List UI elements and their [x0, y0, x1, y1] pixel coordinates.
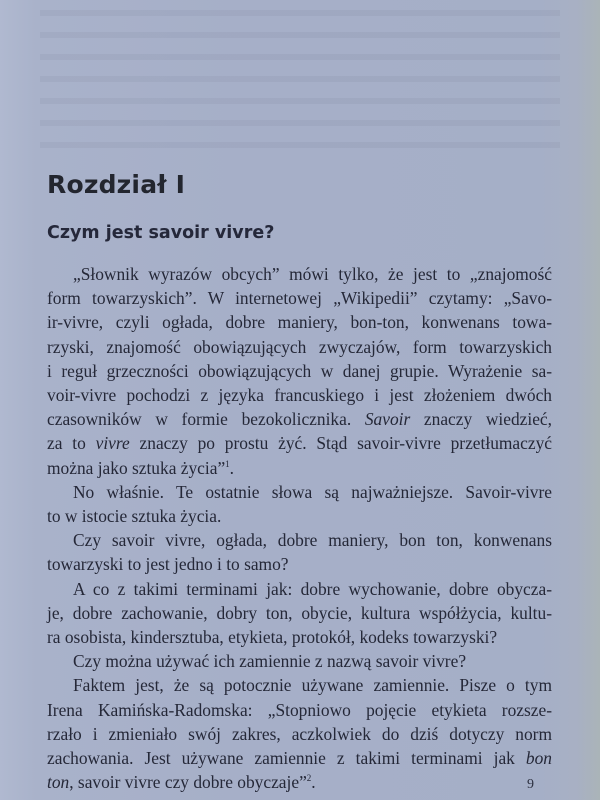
- text-line: Faktem jest, że są potocznie używane zamiennie. Pisze o tym: [73, 675, 552, 696]
- page-number: 9: [527, 777, 534, 792]
- text-line: rzało i zmieniało swój zakres, aczkolwiek do dziś dotyczy norm: [47, 723, 552, 744]
- text-line: towarzyski to jest jedno i to samo?: [47, 554, 289, 575]
- text-line: A co z takimi terminami jak: dobre wychowanie, dobre obycza-: [73, 578, 552, 599]
- section-title: Czym jest savoir vivre?: [47, 223, 275, 243]
- text-line: „Słownik wyrazów obcych” mówi tylko, że jest to „znajomość: [73, 264, 552, 284]
- text-line: ton, savoir vivre czy dobre obyczaje”$^2$.: [47, 772, 316, 793]
- text-line: rzyski, znajomość obowiązujących zwyczajów, form towarzyskich: [47, 336, 552, 357]
- show-through-text: [40, 10, 560, 150]
- text-line: zachowania. Jest używane zamiennie z takimi terminami jak bon: [47, 748, 552, 769]
- text-line: voir-vivre pochodzi z języka francuskiego i jest złożeniem dwóch: [47, 385, 552, 406]
- text-line: Czy savoir vivre, ogłada, dobre maniery, bon ton, konwenans: [73, 530, 552, 551]
- text-line: ir-vivre, czyli ogłada, dobre maniery, bon-ton, konwenans towa-: [47, 312, 552, 333]
- text-line: Irena Kamińska-Radomska: „Stopniowo pojęcie etykieta rozsze-: [47, 699, 552, 720]
- body-text: [47, 262, 552, 794]
- text-line: i reguł grzeczności obowiązujących w danej grupie. Wyrażenie sa-: [47, 360, 552, 381]
- chapter-title: Rozdział I: [47, 170, 186, 199]
- text-line: ra osobista, kindersztuba, etykieta, protokół, kodeks towarzyski?: [47, 627, 498, 648]
- text-line: czasowników w formie bezokolicznika. Savoir znaczy wiedzieć,: [47, 409, 552, 430]
- text-line: Czy można używać ich zamiennie z nazwą savoir vivre?: [73, 651, 467, 672]
- footnote-marker: 1: [225, 458, 230, 469]
- text-line: to w istocie sztuka życia.: [47, 506, 222, 527]
- text-line: można jako sztuka życia”$^1$.: [47, 457, 235, 478]
- text-line: je, dobre zachowanie, dobry ton, obycie, kultura współżycia, kultu-: [47, 602, 552, 623]
- text-line: form towarzyskich”. W internetowej „Wikipedii” czytamy: „Savo-: [47, 288, 552, 309]
- text-line: No właśnie. Te ostatnie słowa są najważniejsze. Savoir-vivre: [73, 481, 552, 502]
- text-line: za to vivre znaczy po prostu żyć. Stąd savoir-vivre przetłumaczyć: [47, 433, 552, 454]
- footnote-marker: 2: [306, 773, 312, 784]
